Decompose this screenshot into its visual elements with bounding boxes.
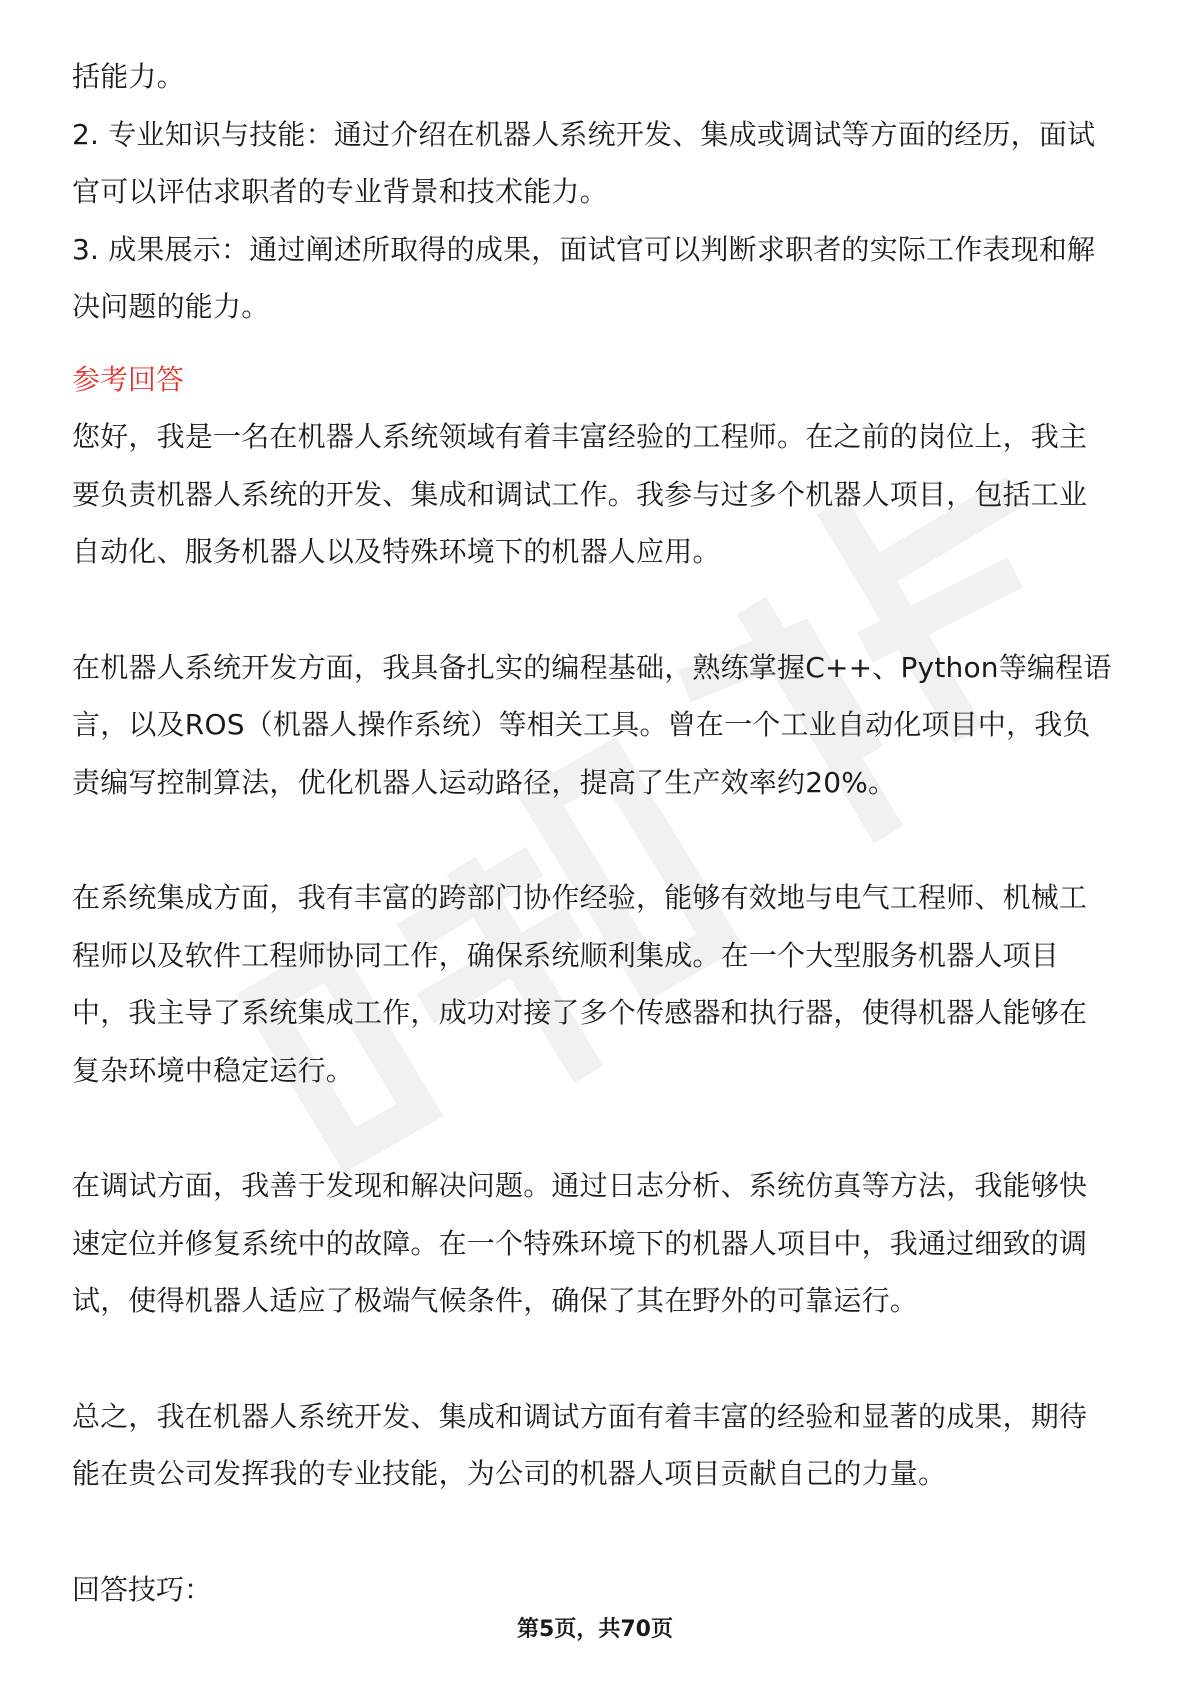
intro-line: 3. 成果展示：通过阐述所取得的成果，面试官可以判断求职者的实际工作表现和解 <box>72 232 1096 266</box>
intro-section <box>72 48 1118 336</box>
intro-line: 括能力。 <box>72 60 185 93</box>
page-content <box>72 48 1118 1618</box>
answer-paragraph <box>72 869 1118 1099</box>
intro-line: 决问题的能力。 <box>72 290 270 323</box>
paragraph-line: 在调试方面，我善于发现和解决问题。通过日志分析、系统仿真等方法，我能够快 <box>72 1169 1088 1202</box>
paragraph-line: 总之，我在机器人系统开发、集成和调试方面有着丰富的经验和显著的成果，期待 <box>72 1399 1088 1433</box>
paragraph-gap <box>72 1330 1118 1388</box>
answer-paragraph <box>72 1157 1118 1330</box>
paragraph-line: 中，我主导了系统集成工作，成功对接了多个传感器和执行器，使得机器人能够在 <box>72 996 1088 1029</box>
paragraph-line: 复杂环境中稳定运行。 <box>72 1053 355 1087</box>
answer-paragraph <box>72 1388 1118 1503</box>
answer-tips-label: 回答技巧： <box>72 1572 213 1606</box>
paragraph-gap <box>72 1099 1118 1157</box>
answer-paragraph <box>72 408 1118 581</box>
answer-section <box>72 408 1118 1503</box>
paragraph-line: 在机器人系统开发方面，我具备扎实的编程基础，熟练掌握C++、Python等编程语 <box>72 650 1112 684</box>
spacer <box>72 1503 1118 1561</box>
paragraph-line: 责编写控制算法，优化机器人运动路径，提高了生产效率约20%。 <box>72 765 897 799</box>
paragraph-line: 程师以及软件工程师协同工作，确保系统顺利集成。在一个大型服务机器人项目 <box>72 938 1060 972</box>
paragraph-line: 在系统集成方面，我有丰富的跨部门协作经验，能够有效地与电气工程师、机械工 <box>72 881 1088 914</box>
paragraph-gap <box>72 581 1118 639</box>
paragraph-gap <box>72 811 1118 869</box>
paragraph-line: 言，以及ROS（机器人操作系统）等相关工具。曾在一个工业自动化项目中，我负 <box>72 708 1091 741</box>
intro-line: 2. 专业知识与技能：通过介绍在机器人系统开发、集成或调试等方面的经历，面试 <box>72 117 1096 151</box>
intro-line: 官可以评估求职者的专业背景和技术能力。 <box>72 175 608 208</box>
paragraph-line: 自动化、服务机器人以及特殊环境下的机器人应用。 <box>72 535 721 568</box>
paragraph-line: 您好，我是一名在机器人系统领域有着丰富经验的工程师。在之前的岗位上，我主 <box>72 420 1088 453</box>
answer-paragraph <box>72 639 1118 812</box>
paragraph-line: 试，使得机器人适应了极端气候条件，确保了其在野外的可靠运行。 <box>72 1284 919 1317</box>
page-footer: 第5页，共70页 <box>517 1617 673 1642</box>
paragraph-line: 要负责机器人系统的开发、集成和调试工作。我参与过多个机器人项目，包括工业 <box>72 477 1088 511</box>
reference-answer-heading: 参考回答 <box>72 362 185 396</box>
paragraph-line: 能在贵公司发挥我的专业技能，为公司的机器人项目贡献自己的力量。 <box>72 1457 947 1490</box>
paragraph-line: 速定位并修复系统中的故障。在一个特殊环境下的机器人项目中，我通过细致的调 <box>72 1226 1088 1260</box>
